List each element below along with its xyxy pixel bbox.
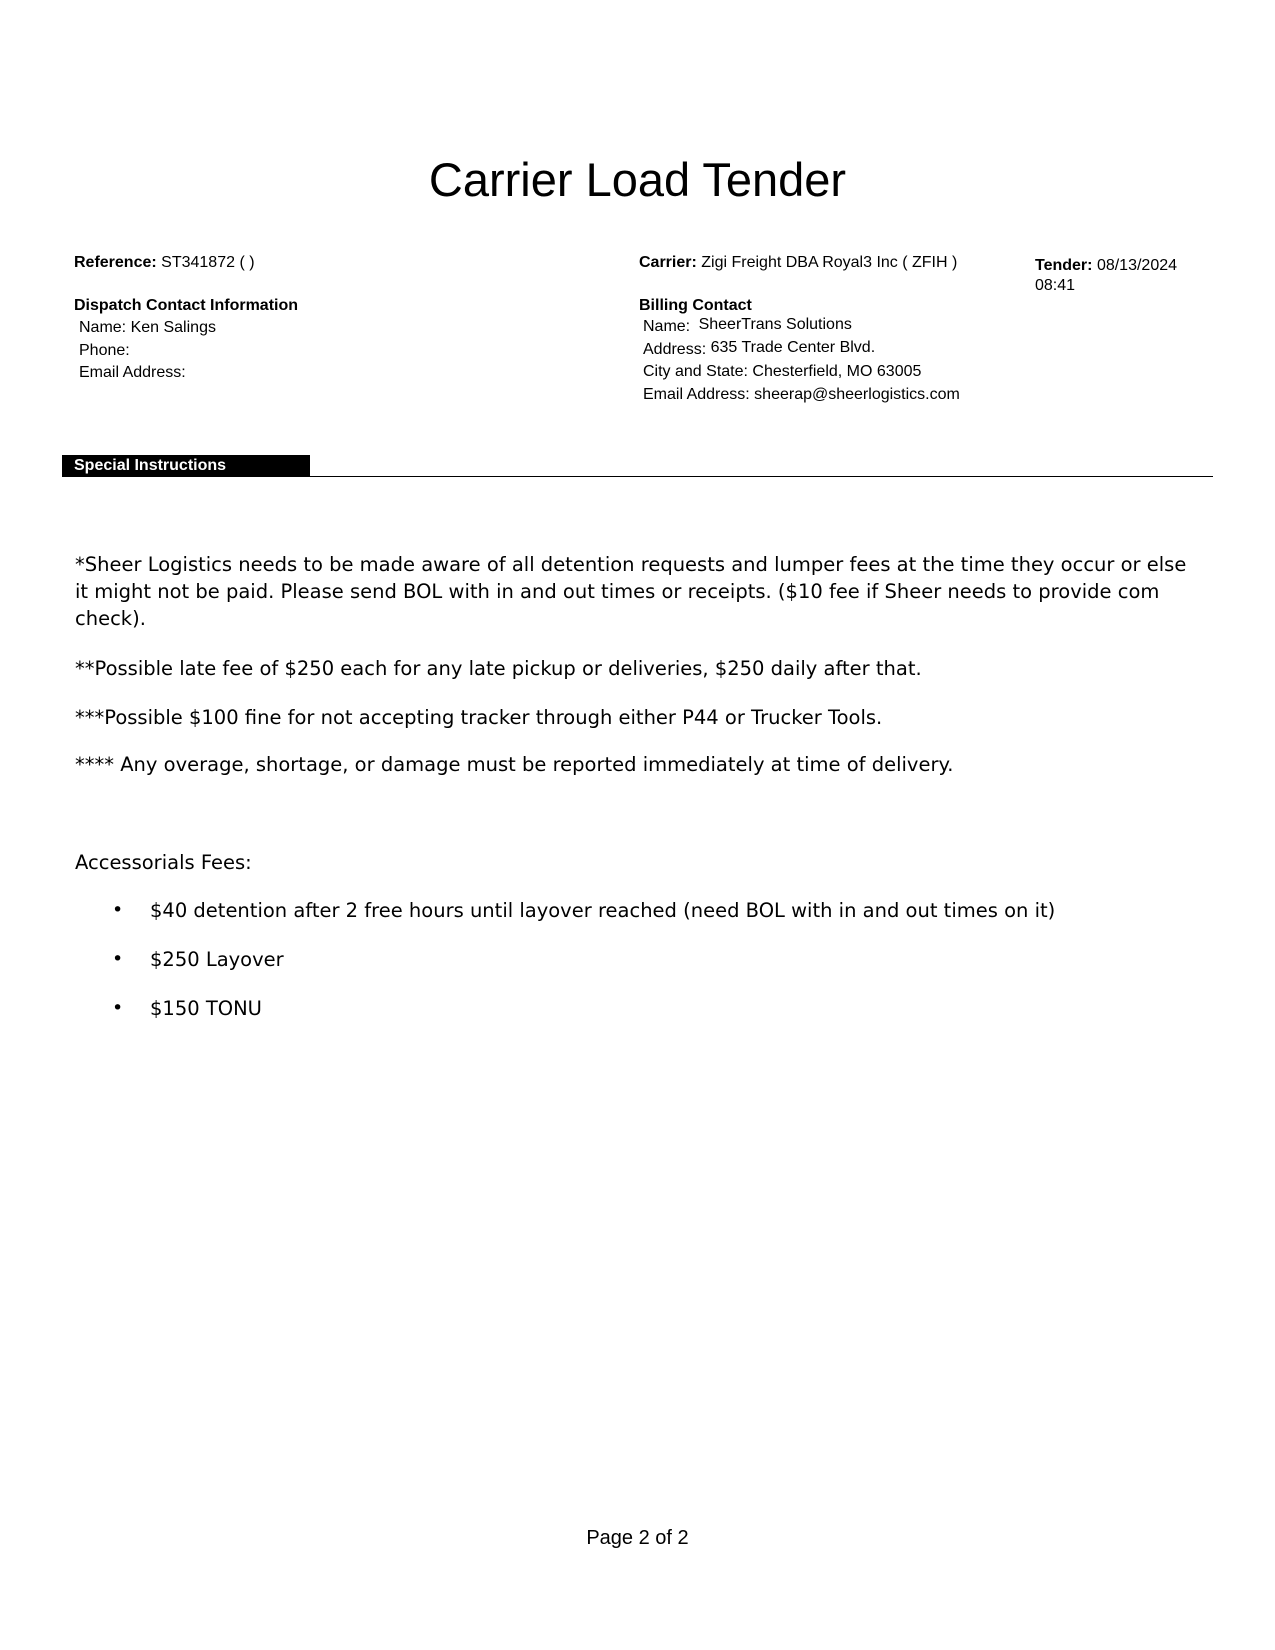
accessorial-item: $250 Layover	[150, 948, 284, 971]
billing-city-state	[643, 362, 921, 382]
billing-heading: Billing Contact	[639, 297, 752, 314]
carrier-label: Carrier:	[639, 254, 697, 271]
tender-time: 08:41	[1035, 277, 1076, 294]
billing-city-value: Chesterfield, MO 63005	[752, 363, 922, 380]
tender-block	[1035, 256, 1245, 296]
billing-address-value: 635 Trade Center Blvd.	[710, 339, 876, 356]
dispatch-heading: Dispatch Contact Information	[74, 297, 299, 314]
reference-label: Reference:	[74, 254, 157, 271]
bullet-marker: •	[112, 948, 124, 970]
dispatch-phone: Phone:	[79, 342, 130, 359]
billing-email	[643, 385, 960, 405]
billing-name	[643, 317, 852, 337]
dispatch-email: Email Address:	[79, 364, 186, 381]
bullet-marker: •	[112, 997, 124, 1019]
billing-email-label: Email Address:	[643, 386, 750, 403]
reference-value: ST341872 ( )	[161, 254, 255, 271]
section-divider	[62, 476, 1213, 477]
page-number: Page 2 of 2	[586, 1527, 689, 1549]
accessorial-item: $40 detention after 2 free hours until layover reached (need BOL with in and out times on it)	[150, 899, 1056, 922]
billing-name-value: SheerTrans Solutions	[698, 316, 852, 333]
billing-city-label: City and State:	[643, 363, 748, 380]
billing-name-label: Name:	[643, 318, 691, 335]
billing-address-label: Address:	[643, 341, 707, 358]
bullet-marker: •	[112, 899, 124, 921]
instruction-paragraph-1: *Sheer Logistics needs to be made aware of all detention requests and lumper fees at the time they occur or else it might not be paid. Please send BOL with in and out times or receipts. ($10 fee if Sheer needs to provide com check).	[75, 553, 1187, 630]
instruction-paragraph-3: ***Possible $100 fine for not accepting tracker through either P44 or Trucker Tools.	[75, 706, 883, 729]
billing-email-value: sheerap@sheerlogistics.com	[754, 386, 960, 403]
tender-label: Tender:	[1035, 257, 1093, 274]
accessorial-item: $150 TONU	[150, 997, 262, 1020]
dispatch-name: Name: Ken Salings	[79, 319, 216, 336]
document-title: Carrier Load Tender	[428, 153, 847, 206]
carrier-value: Zigi Freight DBA Royal3 Inc ( ZFIH )	[701, 254, 958, 271]
reference-line	[74, 253, 255, 273]
accessorials-heading: Accessorials Fees:	[75, 851, 252, 874]
tender-date: 08/13/2024	[1096, 257, 1178, 274]
instruction-paragraph-2: **Possible late fee of $250 each for any late pickup or deliveries, $250 daily after that.	[75, 657, 922, 680]
instruction-paragraph-4: **** Any overage, shortage, or damage must be reported immediately at time of delivery.	[75, 753, 954, 776]
billing-address	[643, 340, 875, 360]
carrier-line	[639, 253, 957, 273]
special-instructions-header: Special Instructions	[62, 455, 310, 476]
